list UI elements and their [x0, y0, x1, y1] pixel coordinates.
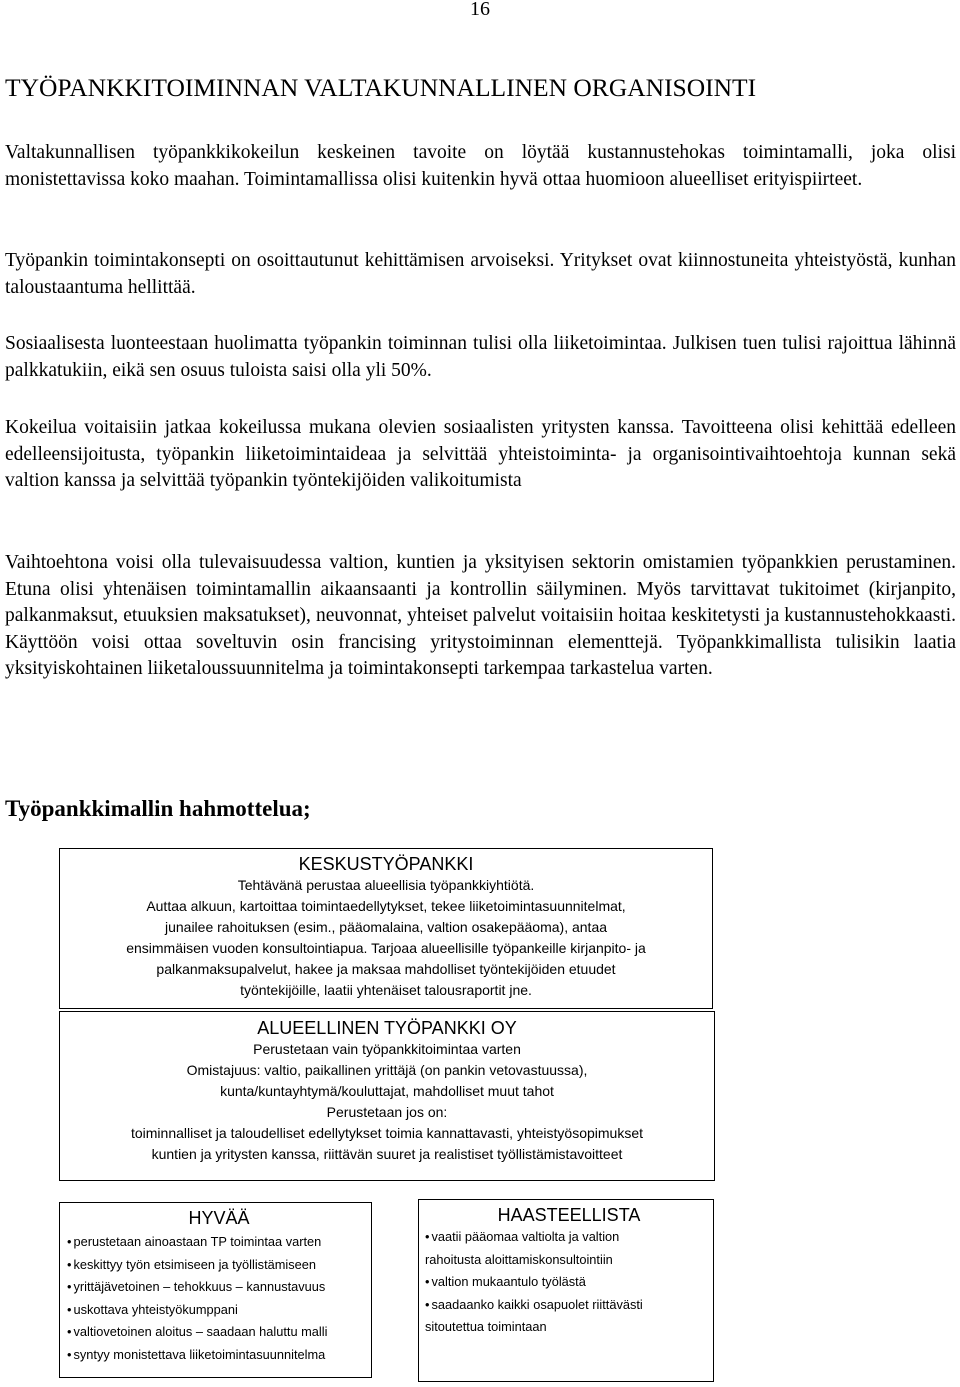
page-title: TYÖPANKKITOIMINNAN VALTAKUNNALLINEN ORGANISOINTI	[5, 73, 757, 102]
pros-box	[59, 1202, 372, 1378]
keskus-line: palkanmaksupalvelut, hakee ja maksaa mahdolliset työntekijöiden etuudet	[156, 961, 616, 977]
list-item: • keskittyy työn etsimiseen ja työllistämiseen	[67, 1254, 371, 1277]
cons-list	[425, 1226, 713, 1339]
alueellinen-tyopankki-box	[59, 1011, 715, 1181]
alue-line: Omistajuus: valtio, paikallinen yrittäjä (on pankin vetovastuussa),	[186, 1062, 588, 1078]
keskus-box-title: KESKUSTYÖPANKKI	[298, 854, 474, 874]
paragraph-1: Valtakunnallisen työpankkikokeilun keskeinen tavoite on löytää kustannustehokas toimintamalli, joka olisi monistettavissa koko maahan. Toimintamallissa olisi kuitenkin hyvä ottaa huomioon alueelliset erityispiirteet.	[5, 142, 956, 190]
alue-box-title: ALUEELLINEN TYÖPANKKI OY	[257, 1018, 517, 1038]
keskus-line: Tehtävänä perustaa alueellisia työpankkiyhtiötä.	[237, 877, 535, 893]
paragraph-4: Kokeilua voitaisiin jatkaa kokeilussa mukana olevien sosiaalisten yritysten kanssa. Tavoitteena olisi kehittää edelleen edelleensijoitusta, työpankin liiketoimintaideaa ja selvittää yhteistoiminta- ja organisointivaihtoehtoja kunnan sekä valtion kanssa ja selvittää työpankin työntekijöiden valikoitumista	[5, 417, 956, 491]
list-item: • perustetaan ainoastaan TP toimintaa varten	[67, 1231, 371, 1254]
keskus-line: työntekijöille, laatii yhtenäiset talousraportit jne.	[240, 982, 532, 998]
keskus-line: junailee rahoituksen (esim., pääomalaina, valtion osakepääoma), antaa	[164, 919, 608, 935]
alue-line: Perustetaan jos on:	[326, 1104, 448, 1120]
keskus-line: Auttaa alkuun, kartoittaa toimintaedellytykset, tekee liiketoimintasuunnitelmat,	[146, 898, 626, 914]
pros-list	[67, 1231, 371, 1366]
alue-line: Perustetaan vain työpankkitoimintaa varten	[253, 1041, 521, 1057]
paragraph-5: Vaihtoehtona voisi olla tulevaisuudessa valtion, kuntien ja yksityisen sektorin omistamien työpankkien perustaminen. Etuna olisi yhtenäisen toimintamallin aikaansaanti ja kontrollin säilyminen. Myös tarvittavat tukitoimet (kirjanpito, palkanmaksut, etuuksien maksatukset), neuvonnat, yhteiset palvelut voitaisiin hoitaa keskitetysti ja kustannustehokkaasti. Käyttöön voisi ottaa soveltuvin osin francising yritystoiminnan elementtejä. Työpankkimallista tulisikin laatia yksityiskohtainen liiketaloussuunnitelma ja toimintakonsepti tarkempaa tarkastelua varten.	[5, 552, 956, 679]
list-item: • syntyy monistettava liiketoimintasuunnitelma	[67, 1344, 371, 1367]
keskus-line: ensimmäisen vuoden konsultointiapua. Tarjoaa alueellisille työpankeille kirjanpito- ja	[126, 940, 646, 956]
cons-box-title: HAASTEELLISTA	[497, 1205, 641, 1225]
paragraph-2: Työpankin toimintakonsepti on osoittautunut kehittämisen arvoiseksi. Yritykset ovat kiinnostuneita yhteistyöstä, kunhan taloustaantuma hellittää.	[5, 250, 956, 298]
list-item: • valtion mukaantulo työlästä	[425, 1271, 713, 1294]
list-item: • uskottava yhteistyökumppani	[67, 1299, 371, 1322]
alue-line: kunta/kuntayhtymä/kouluttajat, mahdolliset muut tahot	[220, 1083, 554, 1099]
paragraph-3: Sosiaalisesta luonteestaan huolimatta työpankin toiminnan tulisi olla liiketoimintaa. Julkisen tuen tulisi rajoittua lähinnä palkkatukiin, eikä sen osuus tuloista saisi olla yli 50%.	[5, 333, 956, 381]
list-item: sitoutettua toimintaan	[425, 1319, 547, 1334]
keskustyopankki-box	[59, 848, 713, 1009]
page-number-text: 16	[470, 0, 490, 20]
cons-box	[418, 1199, 714, 1382]
alue-line: kuntien ja yritysten kanssa, riittävän suuret ja realistiset työllistämistavoitteet	[151, 1146, 623, 1162]
list-item: rahoitusta aloittamiskonsultointiin	[425, 1251, 613, 1267]
page-number	[0, 0, 960, 21]
list-item: • saadaanko kaikki osapuolet riittävästi	[425, 1294, 713, 1317]
list-item: • vaatii pääomaa valtiolta ja valtion	[425, 1226, 713, 1249]
section-subtitle: Työpankkimallin hahmottelua;	[5, 796, 311, 821]
alue-line: toiminnalliset ja taloudelliset edellytykset toimia kannattavasti, yhteistyösopimukset	[130, 1125, 644, 1141]
pros-box-title: HYVÄÄ	[188, 1208, 250, 1228]
list-item: • valtiovetoinen aloitus – saadaan haluttu malli	[67, 1321, 371, 1344]
list-item: • yrittäjävetoinen – tehokkuus – kannustavuus	[67, 1276, 371, 1299]
